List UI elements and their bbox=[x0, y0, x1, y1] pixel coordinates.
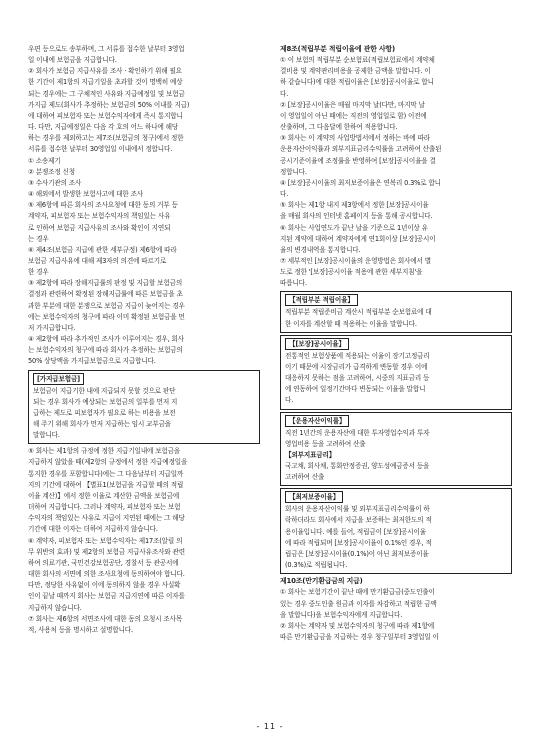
text-line: 하 같습니다)에 대한 적립이율은 [보장]공시이율로 합니 bbox=[280, 78, 434, 87]
box-line: 적립부분 적립준비금 계산시 적립부분 순보험료에 대 bbox=[285, 308, 432, 317]
box-title: 【[보장]공시이율】 bbox=[285, 338, 349, 350]
definition-box-asset-yield bbox=[280, 412, 512, 487]
text-line: 더하여 지급합니다. 그러나 계약자, 피보험자 또는 보험 bbox=[28, 503, 181, 512]
section-title-article-8: 제8조(적립부분 적립이율에 관한 사항) bbox=[280, 45, 395, 53]
text-line: ⑦ 회사는 제6항의 서면조사에 대한 동의 요청시 조사목 bbox=[28, 614, 183, 623]
list-item-cont: 보험금 지급사유에 대해 제3자의 의견에 따르기로 bbox=[28, 256, 167, 265]
text-line: 지급하지 않았을 때(제2항의 규정에서 정한 지급예정일을 bbox=[28, 458, 188, 467]
list-item-cont: 는 경우 bbox=[28, 234, 49, 243]
list-item-cont: 한 경우 bbox=[28, 268, 49, 277]
text-line: ⑤ 회사는 제1항의 규정에 정한 지급기일내에 보험금을 bbox=[28, 447, 181, 456]
box-line: 립금은 [보장]공시이율(0.1%)이 아닌 최저보증이율 bbox=[285, 549, 429, 558]
section-title-article-10: 제10조(만기환급금의 지급) bbox=[280, 577, 363, 586]
text-line: 따릅니다. bbox=[280, 279, 307, 288]
list-item: ④ 해외에서 발생한 보험사고에 대한 조사 bbox=[28, 190, 144, 199]
text-line: 따른 만기환급금을 지급하는 경우 청구일부터 3영업일 이 bbox=[280, 633, 439, 642]
text-line: 지의 기간에 대하여 【별표1(보험금을 지급할 때의 적립 bbox=[28, 480, 184, 489]
text-line: 이 영업일이 아닌 때에는 직전의 영업일로 함) 이전에 bbox=[280, 111, 427, 120]
box-line: 급하는 제도로 피보험자가 필요로 하는 비용을 보전 bbox=[33, 408, 176, 417]
text-line: 대한 회사의 서면에 의한 조사요청에 동의하여야 합니다. bbox=[28, 570, 185, 579]
text-line: ② 회사는 계약자 및 보험수익자의 청구에 따라 제1항에 bbox=[280, 621, 435, 630]
box-line: 락하더라도 회사에서 지급을 보증하는 최저한도의 적 bbox=[285, 516, 432, 525]
text-line: 무 위반의 효과) 및 제2항의 보험금 지급사유조사와 관련 bbox=[28, 547, 185, 556]
text-line: 다. 다만, 지급예정일은 다음 각 호의 어느 하나에 해당 bbox=[28, 123, 179, 132]
box-line: 보험금이 지급기한 내에 지급되지 못할 것으로 판단 bbox=[33, 386, 176, 395]
box-line: 용이율입니다. 예를 들어, 적립금이 [보장]공시이율 bbox=[285, 527, 426, 536]
text-line: 되는 경우에는 그 구체적인 사유와 지급예정일 및 보험금 bbox=[28, 89, 185, 98]
text-line: ④ [보장]공시이율의 최저보증이율은 연복리 0.3%로 합니 bbox=[280, 178, 441, 187]
box-line: 되는 경우 회사가 예상되는 보험금의 일부를 먼저 지 bbox=[33, 397, 178, 406]
text-line: ⑥ 회사는 사업연도가 끝난 날을 기준으로 1년이상 유 bbox=[280, 223, 428, 232]
box-subtitle: 【외부지표금리】 bbox=[285, 450, 336, 459]
left-paragraph-b bbox=[28, 278, 260, 367]
list-item: ② 분쟁조정 신청 bbox=[28, 167, 75, 176]
left-paragraph-c bbox=[28, 446, 260, 636]
text-line: 다. bbox=[280, 89, 289, 98]
list-item: ⑥ 제4조(보험금 지급에 관한 세부규정) 제6항에 따라 bbox=[28, 245, 177, 254]
text-line: 공시기준이율에 조정률을 반영하여 [보장]공시이율을 결 bbox=[280, 156, 436, 165]
right-paragraph-b bbox=[280, 587, 512, 643]
text-line: 가지급 제도(회사가 추정하는 보험금의 50% 이내를 지급) bbox=[28, 100, 190, 109]
text-line: 운용자산이익률과 외부지표금리수익률을 고려하여 산출된 bbox=[280, 145, 442, 154]
box-line: 회사의 운용자산이익률 및 외부지표금리수익률이 하 bbox=[285, 505, 430, 514]
text-line: ⑦ 세부적인 [보장]공시이율의 운영방법은 회사에서 별 bbox=[280, 256, 431, 265]
list-item-cont: 로 인하여 보험금 지급사유의 조사와 확인이 지연되 bbox=[28, 223, 171, 232]
box-line: 한 이자를 계산할 때 적용하는 이율을 말합니다. bbox=[285, 319, 417, 328]
box-line: 해 주기 위해 회사가 먼저 지급하는 임시 교부금을 bbox=[33, 420, 172, 428]
box-line: 에 따라 적립되며 [보장]공시이율이 0.1%인 경우, 적 bbox=[285, 538, 432, 547]
text-line: 한 기간이 제1항의 지급기일을 초과할 것이 명백히 예상 bbox=[28, 78, 183, 87]
text-line: ⑥ 계약자, 피보험자 또는 보험수익자는 제17조(알릴 의 bbox=[28, 536, 183, 545]
text-line: 결정과 관련하여 확정된 장해지급률에 따른 보험금을 초 bbox=[28, 290, 183, 299]
text-line: 을 말합니다)을 보험수익자에게 지급합니다. bbox=[280, 610, 403, 619]
text-line: ③ 제2항에 따라 장해지급률의 판정 및 지급할 보험금의 bbox=[28, 279, 183, 288]
text-line: ① 회사는 보험기간이 끝난 때에 만기환급금(중도인출이 bbox=[280, 588, 435, 597]
box-line: (0.3%)로 적립됩니다. bbox=[285, 561, 348, 570]
definition-box-provisional-payment bbox=[28, 370, 260, 445]
text-line: 산출하며, 그 다음달에 한하여 적용합니다. bbox=[280, 123, 398, 132]
text-line: 수익자의 책임있는 사유로 지급이 지연된 때에는 그 해당 bbox=[28, 514, 185, 523]
list-item: ① 소송제기 bbox=[28, 156, 61, 165]
definition-box-accumulation-rate bbox=[280, 291, 512, 332]
exception-list bbox=[28, 156, 260, 279]
text-line: ① 이 보험의 적립부분 순보험료(적립보험료에서 계약체 bbox=[280, 56, 435, 65]
text-line: ⑤ 회사는 제1항 내지 제3항에서 정한 [보장]공시이율 bbox=[280, 201, 429, 210]
text-line: 율의 변경내역을 통지합니다. bbox=[280, 245, 361, 254]
box-line: 고려하여 산출 bbox=[285, 473, 325, 482]
box-title: 【최저보증이율】 bbox=[285, 491, 343, 503]
text-line: 다. bbox=[280, 190, 289, 199]
box-line: 영업비용 등을 고려하여 산출 bbox=[285, 439, 366, 448]
text-line: 우편 등으로도 송부하며, 그 서류를 접수한 날부터 3영업 bbox=[28, 45, 185, 53]
text-line: 통지한 경우를 포함합니다)에는 그 다음날부터 지급일까 bbox=[28, 469, 184, 478]
box-line: 에 연동하여 일정기간마다 변동되는 이율을 말합니 bbox=[285, 385, 426, 394]
box-line: 전통적인 보험상품에 적용되는 이율이 장기고정금리 bbox=[285, 351, 430, 360]
text-line: ② 회사가 보험금 지급사유를 조사 · 확인하기 위해 필요 bbox=[28, 67, 182, 76]
text-line: 서류를 접수한 날부터 30영업일 이내에서 정합니다. bbox=[28, 145, 173, 154]
definition-box-minimum-guarantee bbox=[280, 488, 512, 574]
text-line: 이율 계산)】에서 정한 이율로 계산한 금액을 보험금에 bbox=[28, 491, 180, 500]
list-item: ⑤ 제6항에 따른 회사의 조사요청에 대한 동의 거부 등 bbox=[28, 201, 178, 210]
text-line: 다만, 정당한 사유없이 이에 동의하지 않을 경우 사실확 bbox=[28, 581, 181, 590]
box-line: 말합니다. bbox=[33, 431, 60, 440]
text-line: 인이 끝날 때까지 회사는 보험금 지급지연에 따른 이자를 bbox=[28, 592, 185, 601]
box-line: 대응하지 못하는 점을 고려하여, 시중의 지표금리 등 bbox=[285, 374, 430, 383]
text-line: 적, 사용처 등을 명시하고 설명합니다. bbox=[28, 625, 133, 634]
text-line: ③ 회사는 이 계약의 사업방법서에서 정하는 바에 따라 bbox=[280, 134, 430, 143]
text-line: 에 대하여 피보험자 또는 보험수익자에게 즉시 통지합니 bbox=[28, 111, 183, 120]
text-line: 기간에 대한 이자는 더하여 지급하지 않습니다. bbox=[28, 525, 158, 534]
box-line: 직전 1년간의 운용자산에 대한 투자영업수익과 투자 bbox=[285, 428, 430, 437]
text-line: 하는 경우를 제외하고는 제7조(보험금의 청구)에서 정한 bbox=[28, 134, 184, 143]
text-line: 있는 경우 중도인출 원금과 이자를 차감하고 적립한 금액 bbox=[280, 599, 437, 608]
definition-box-public-rate bbox=[280, 335, 512, 410]
box-line: 국고채, 회사채, 통화안정증권, 양도성예금증서 등을 bbox=[285, 462, 430, 470]
text-line: ④ 제2항에 따라 추가적인 조사가 이루어지는 경우, 회사 bbox=[28, 335, 184, 344]
text-line: 과한 부분에 대한 분쟁으로 보험금 지급이 늦어지는 경우 bbox=[28, 301, 185, 310]
text-line: ② [보장]공시이율은 매월 마지막 날(다만, 마지막 날 bbox=[280, 100, 425, 109]
left-column bbox=[28, 44, 260, 636]
text-line: 지된 계약에 대하여 계약자에게 연1회이상 [보장]공시이 bbox=[280, 234, 436, 243]
page-number: - 11 - bbox=[256, 722, 284, 731]
right-column bbox=[280, 44, 512, 643]
box-line: 다. bbox=[285, 396, 294, 405]
text-line: 하여 의료기관, 국민건강보험공단, 경찰서 등 관공서에 bbox=[28, 558, 179, 567]
box-title: 【적립부분 적립이율】 bbox=[285, 294, 358, 306]
text-line: 50% 상당액을 가지급보험금으로 지급합니다. bbox=[28, 357, 156, 366]
text-line: 정합니다. bbox=[280, 167, 307, 176]
box-title: 【운용자산이익률】 bbox=[285, 415, 349, 427]
text-line: 결비용 및 계약관리비용을 공제한 금액을 말합니다. 이 bbox=[280, 67, 431, 76]
text-line: 지급하지 않습니다. bbox=[28, 603, 82, 612]
left-paragraph-a bbox=[28, 44, 260, 156]
text-line: 일 이내에 보험금을 지급합니다. bbox=[28, 56, 117, 65]
box-line: 이기 때문에 시장금리가 급격하게 변동할 경우 이에 bbox=[285, 362, 428, 371]
text-line: 는 보험수익자의 청구에 따라 회사가 추정하는 보험금의 bbox=[28, 346, 183, 355]
text-line: 도로 정한 '[보장]공시이율 적용에 관한 세부지침'을 bbox=[280, 268, 423, 277]
box-title: [가지급보험금] bbox=[33, 373, 84, 385]
list-item-cont: 계약자, 피보험자 또는 보험수익자의 책임있는 사유 bbox=[28, 212, 171, 221]
text-line: 을 매월 회사의 인터넷 홈페이지 등을 통해 공시합니다. bbox=[280, 212, 433, 221]
list-item: ③ 수사기관의 조사 bbox=[28, 178, 82, 187]
text-line: 저 가지급합니다. bbox=[28, 323, 76, 332]
right-paragraph-a bbox=[280, 55, 512, 289]
text-line: 에는 보험수익자의 청구에 따라 이미 확정된 보험금을 먼 bbox=[28, 312, 185, 321]
